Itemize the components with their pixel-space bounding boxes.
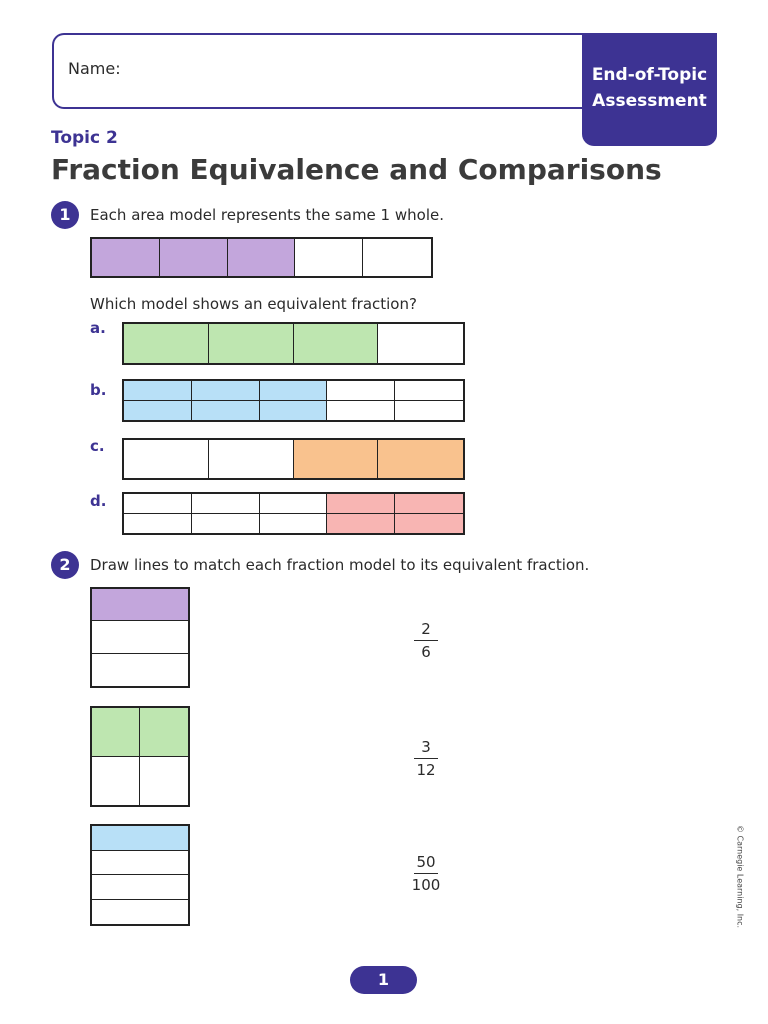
option-d-model[interactable] <box>122 492 465 535</box>
fraction-3-12[interactable] <box>396 738 456 779</box>
question-1-text: Each area model represents the same 1 whole. <box>90 206 444 224</box>
question-2-text: Draw lines to match each fraction model to its equivalent fraction. <box>90 556 590 574</box>
unshaded-part <box>124 440 209 478</box>
fraction-50-100[interactable] <box>396 853 456 894</box>
shaded-part <box>260 381 328 401</box>
name-label: Name: <box>68 59 121 78</box>
fraction-bar <box>414 640 438 641</box>
page-number: 1 <box>350 966 417 994</box>
topic-label: Topic 2 <box>51 128 118 148</box>
fraction-2-6[interactable] <box>396 620 456 661</box>
unshaded-part <box>327 401 395 421</box>
unshaded-part <box>192 514 260 534</box>
page-title: Fraction Equivalence and Comparisons <box>51 153 662 186</box>
option-d-letter: d. <box>90 492 107 510</box>
name-field-box[interactable] <box>52 33 612 109</box>
fraction-numerator: 2 <box>421 620 431 638</box>
shaded-part <box>124 381 192 401</box>
fraction-denominator: 12 <box>416 761 436 779</box>
shaded-part <box>92 826 188 851</box>
option-b-model[interactable] <box>122 379 465 422</box>
unshaded-part <box>92 654 188 686</box>
unshaded-part <box>260 494 328 514</box>
assessment-tab-line2: Assessment <box>592 91 707 111</box>
shaded-part <box>124 401 192 421</box>
shaded-part <box>228 239 296 276</box>
assessment-tab-line1: End-of-Topic <box>591 65 708 85</box>
unshaded-part <box>92 851 188 876</box>
option-a-model[interactable] <box>122 322 465 365</box>
assessment-tab <box>582 33 717 146</box>
q1-area-model <box>90 237 433 278</box>
unshaded-part <box>92 621 188 653</box>
shaded-part <box>395 514 463 534</box>
fraction-denominator: 6 <box>421 643 431 661</box>
unshaded-part <box>192 494 260 514</box>
unshaded-part <box>124 514 192 534</box>
unshaded-part <box>363 239 431 276</box>
unshaded-part <box>395 381 463 401</box>
option-c-model[interactable] <box>122 438 465 480</box>
q2-fraction-model-2[interactable] <box>90 706 190 807</box>
fraction-bar <box>414 758 438 759</box>
shaded-part <box>160 239 228 276</box>
shaded-part <box>192 401 260 421</box>
fraction-bar <box>414 873 438 874</box>
copyright-notice: © Carnegie Learning, Inc. <box>735 824 745 929</box>
shaded-part <box>92 239 160 276</box>
shaded-part <box>92 589 188 621</box>
shaded-part <box>260 401 328 421</box>
shaded-part <box>140 708 188 757</box>
unshaded-part <box>295 239 363 276</box>
option-b-letter: b. <box>90 381 107 399</box>
shaded-part <box>294 440 379 478</box>
shaded-part <box>378 440 463 478</box>
option-c-letter: c. <box>90 437 105 455</box>
shaded-part <box>124 324 209 363</box>
shaded-part <box>395 494 463 514</box>
shaded-part <box>192 381 260 401</box>
unshaded-part <box>92 900 188 925</box>
fraction-numerator: 3 <box>421 738 431 756</box>
unshaded-part <box>92 757 140 806</box>
fraction-denominator: 100 <box>411 876 441 894</box>
fraction-numerator: 50 <box>416 853 436 871</box>
q2-fraction-model-1[interactable] <box>90 587 190 688</box>
shaded-part <box>294 324 379 363</box>
option-a-letter: a. <box>90 319 106 337</box>
unshaded-part <box>395 401 463 421</box>
unshaded-part <box>378 324 463 363</box>
unshaded-part <box>140 757 188 806</box>
question-2-number: 2 <box>51 551 79 579</box>
unshaded-part <box>327 381 395 401</box>
shaded-part <box>92 708 140 757</box>
unshaded-part <box>124 494 192 514</box>
question-1-prompt: Which model shows an equivalent fraction? <box>90 295 417 313</box>
shaded-part <box>209 324 294 363</box>
unshaded-part <box>260 514 328 534</box>
unshaded-part <box>209 440 294 478</box>
shaded-part <box>327 494 395 514</box>
shaded-part <box>327 514 395 534</box>
unshaded-part <box>92 875 188 900</box>
question-1-number: 1 <box>51 201 79 229</box>
q2-fraction-model-3[interactable] <box>90 824 190 926</box>
